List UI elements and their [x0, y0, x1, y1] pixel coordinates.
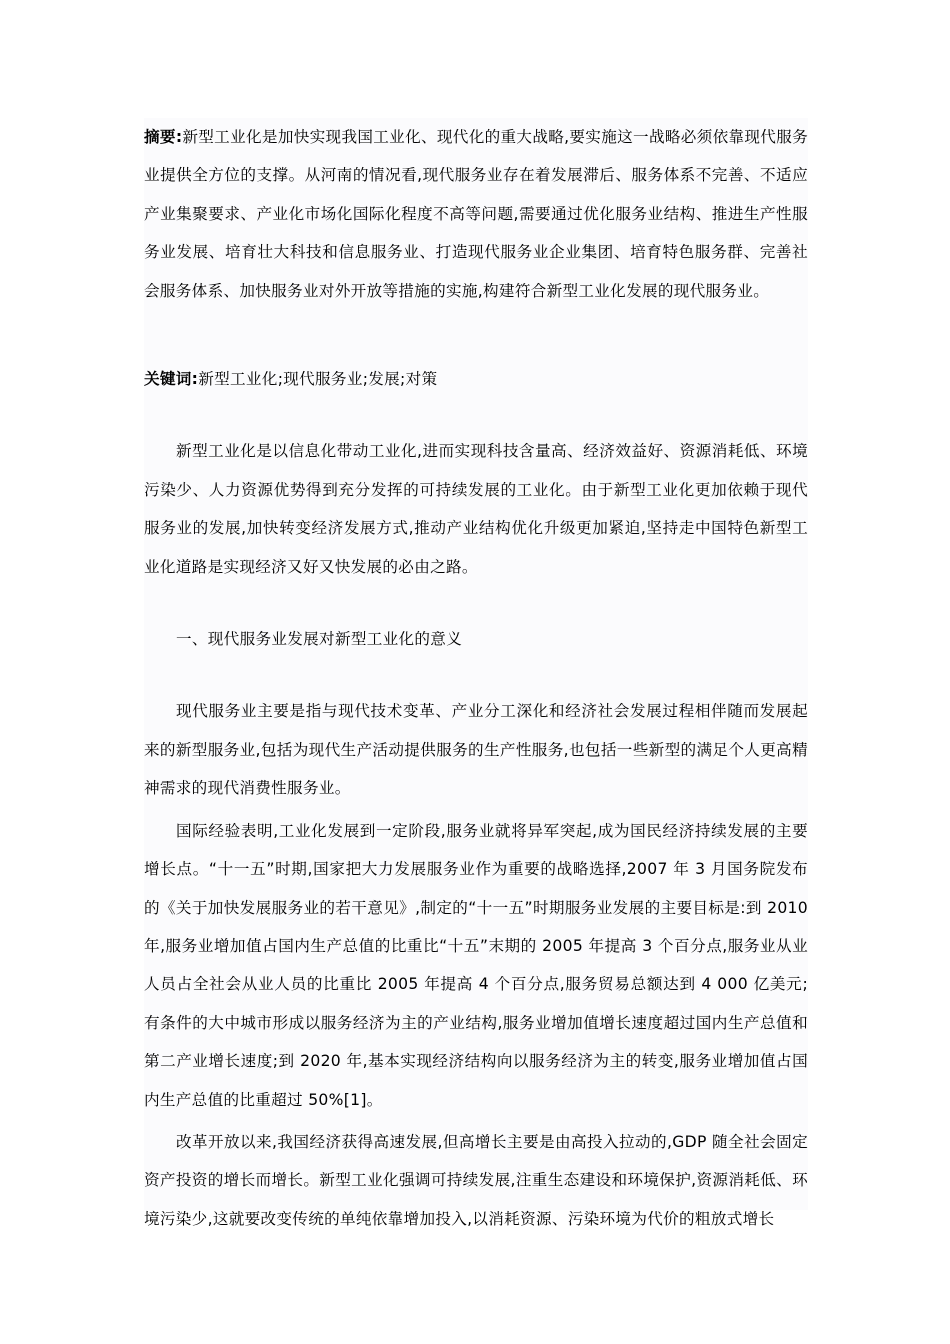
abstract-text: 新型工业化是加快实现我国工业化、现代化的重大战略,要实施这一战略必须依靠现代服务业提供全方位的支撑。从河南的情况看,现代服务业存在着发展滞后、服务体系不完善、不适应产业集聚要求、产业化市场化国际化程度不高等问题,需要通过优化服务业结构、推进生产性服务业发展、培育壮大科技和信息服务业、打造现代服务业企业集团、培育特色服务群、完善社会服务体系、加快服务业对外开放等措施的实施,构建符合新型工业化发展的现代服务业。 — [144, 128, 808, 300]
keywords-paragraph — [144, 360, 808, 398]
spacer — [144, 586, 808, 620]
spacer — [144, 398, 808, 432]
keywords-text: 新型工业化;现代服务业;发展;对策 — [198, 370, 438, 389]
body-paragraph: 国际经验表明,工业化发展到一定阶段,服务业就将异军突起,成为国民经济持续发展的主要增长点。“十一五”时期,国家把大力发展服务业作为重要的战略选择,2007 年 3 月国务院发布的《关于加快发展服务业的若干意见》,制定的“十一五”时期服务业发展的主要目标是:到 2010 年,服务业增加值占国内生产总值的比重比“十五”末期的 2005 年提高 3 个百分点,服务业从业人员占全社会从业人员的比重比 2005 年提高 4 个百分点,服务贸易总额达到 4 000 亿美元;有条件的大中城市形成以服务经济为主的产业结构,服务业增加值增长速度超过国内生产总值和第二产业增长速度;到 2020 年,基本实现经济结构向以服务经济为主的转变,服务业增加值占国内生产总值的比重超过 50%[1]。 — [144, 821, 808, 1109]
keywords-label: 关键词: — [144, 370, 199, 389]
abstract-label: 摘要: — [144, 128, 183, 146]
spacer — [144, 310, 808, 360]
spacer — [144, 658, 808, 692]
document-body — [144, 118, 808, 1228]
body-paragraph: 改革开放以来,我国经济获得高速发展,但高增长主要是由高投入拉动的,GDP 随全社会固定资产投资的增长而增长。新型工业化强调可持续发展,注重生态建设和环境保护,资源消耗低、环境污染少,这就要改变传统的单纯依靠增加投入,以消耗资源、污染环境为代价的粗放式增长 — [144, 1132, 808, 1228]
intro-paragraph: 新型工业化是以信息化带动工业化,进而实现科技含量高、经济效益好、资源消耗低、环境污染少、人力资源优势得到充分发挥的可持续发展的工业化。由于新型工业化更加依赖于现代服务业的发展,加快转变经济发展方式,推动产业结构优化升级更加紧迫,坚持走中国特色新型工业化道路是实现经济又好又快发展的必由之路。 — [144, 442, 808, 576]
section-heading: 一、现代服务业发展对新型工业化的意义 — [176, 630, 463, 649]
abstract-paragraph — [144, 118, 808, 310]
body-paragraph: 现代服务业主要是指与现代技术变革、产业分工深化和经济社会发展过程相伴随而发展起来的新型服务业,包括为现代生产活动提供服务的生产性服务,也包括一些新型的满足个人更高精神需求的现代消费性服务业。 — [144, 702, 808, 798]
